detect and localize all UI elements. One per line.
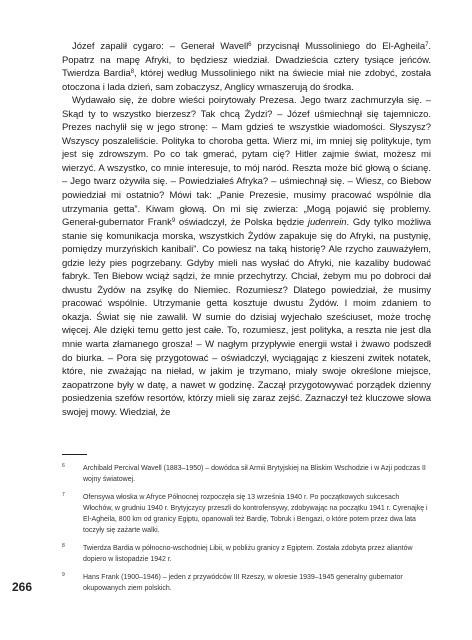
text-run: przycisnął Mussoliniego do El-Agheila [251,41,426,52]
footnote-8 [62,543,431,565]
footnote-text: Hans Frank (1900–1946) – jeden z przywódców III Rzeszy, w okresie 1939–1945 generalny gubernator okupowanych ziem polskich. [83,574,403,592]
footnote-ref-9[interactable]: 9 [171,218,176,225]
footnote-6 [62,463,431,485]
paragraph-1 [62,40,431,94]
footnotes [62,463,431,601]
main-text [62,40,431,419]
footnote-divider [62,454,87,455]
footnote-text: Ofensywa włoska w Afryce Północnej rozpoczęła się 13 września 1940 r. Po początkowych sukcesach Włochów, w grudniu 1940 r. Brytyjczycy przeszli do kontrofensywy, zdobywając na początku 1941 r. Cyrenajkę i El-Agheila, 800 km od granicy Egiptu, opanowali też Bardię, Tobruk i Bengazi, o które potem przez dwa lata toczyły się zażarte walki. [83,494,428,534]
italic-term: judenrein [307,217,347,229]
footnote-9 [62,572,431,594]
text-run: . Gdy tylko możliwa stanie się komunikacja morska, wszystkich Żydów zapakuje się do Afryki, na pustynię, pomiędzy murzyńskich kanibali”. Co powiesz na taką historię? Ale rzycho zauważyłem, gdzie leży pies pogrzebany. Gdyby mieli nas wysłać do Afryki, nie kazaliby budować fabryk. Ten Biebow wciąż sądzi, że mnie przechytrzy. Chciał, żebym mu po dobroci dał dwustu Żydów na zsyłkę do Niemiec. Rozumiesz? Dlatego powiedział, że musimy pracować wspólnie. Utrzymanie getta kosztuje dwustu Żydów. I moim zdaniem to okazja. Świat się nie zawalił. W sumie do dzisiaj wyjechało sześciuset, może trochę więcej. Ale dzięki temu getto jest całe. To, rozumiesz, jest polityka, a reszta nie jest dla mnie warta złamanego grosza! – W nagłym przypływie energii wstał i żwawo podszedł do biurka. – Pora się przygotować – oświadczył, wyciągając z kieszeni zwitek notatek, które, nie zważając na nieład, w jakim je trzymano, miały swoje określone miejsce, zaopatrzone były w datę, a nawet w godzinę. Zaczął przygotowywać porządek dzienny posiedzenia szefów resortów, którzy mieli się zaraz zejść. Zaznaczył też kluczowe słowa swojej mowy. Wiedział, że [62,217,431,418]
footnote-number: 9 [62,572,65,578]
footnote-text: Archibald Percival Wavell (1883–1950) – dowódca sił Armii Brytyjskiej na Bliskim Wschodzie i w Azji podczas II wojny światowej. [83,465,426,483]
footnote-ref-6[interactable]: 6 [248,42,252,48]
text-run: Wydawało się, że dobre wieści poirytowały Prezesa. Jego twarz zachmurzyła się. – Skąd ty to wszystko bierzesz? Tak chcą Żydzi? – Józef uśmiechnął się tajemniczo. Prezes nachylił się w jego stronę: – Mam gdzieś te wszystkie wiadomości. Słyszysz? Wszyscy poszaleliście. Polityka to choroba getta. Wierz mi, im mniej się politykuje, tym jest się zdrowszym. Po co tak gmerać, pytam cię? Hitler zajmie świat, możesz mi wierzyć. A wszystko, co mnie interesuje, to mój naród. Reszta może bić głową o ścianę. – Jego twarz ożywiła się. – Powiedziałeś Afryka? – uśmiechnął się. – Wiesz, co Biebow powiedział mi ostatnio? Mówi tak: „Panie Prezesie, musimy pracować wspólnie dla utrzymania getta”. Kiwam głową. On mi się zwierza: „Mogą pojawić się problemy. Generał-gubernator Frank [62,95,431,229]
footnote-text: Twierdza Bardia w północno-wschodniej Libii, w pobliżu granicy z Egiptem. Została zdobyta przez aliantów dopiero w listopadzie 1942 r. [83,545,413,563]
page-number: 266 [12,580,33,594]
footnote-number: 6 [62,463,65,469]
text-run: . Popatrz na mapę Afryki, to będziesz wiedział. Dwadzieścia cztery tysiące jeńców. Twierdza Bardia [62,41,431,80]
text-run: Józef zapalił cygaro: – Generał Wavell [72,41,249,52]
footnote-7 [62,492,431,536]
main-text-block [62,40,431,419]
footnote-ref-8[interactable]: 8 [130,69,134,76]
text-run: oświadczył, że Polska będzie [175,217,308,229]
text-run: , której według Mussoliniego nikt na świecie miał nie zdobyć, została otoczona i lada dzień, sam zobaczysz, Anglicy wmaszerują do środka. [62,68,431,93]
footnote-number: 8 [62,543,65,549]
paragraph-2 [62,94,431,419]
footnote-number: 7 [62,492,65,498]
footnote-ref-7[interactable]: 7 [425,42,429,48]
